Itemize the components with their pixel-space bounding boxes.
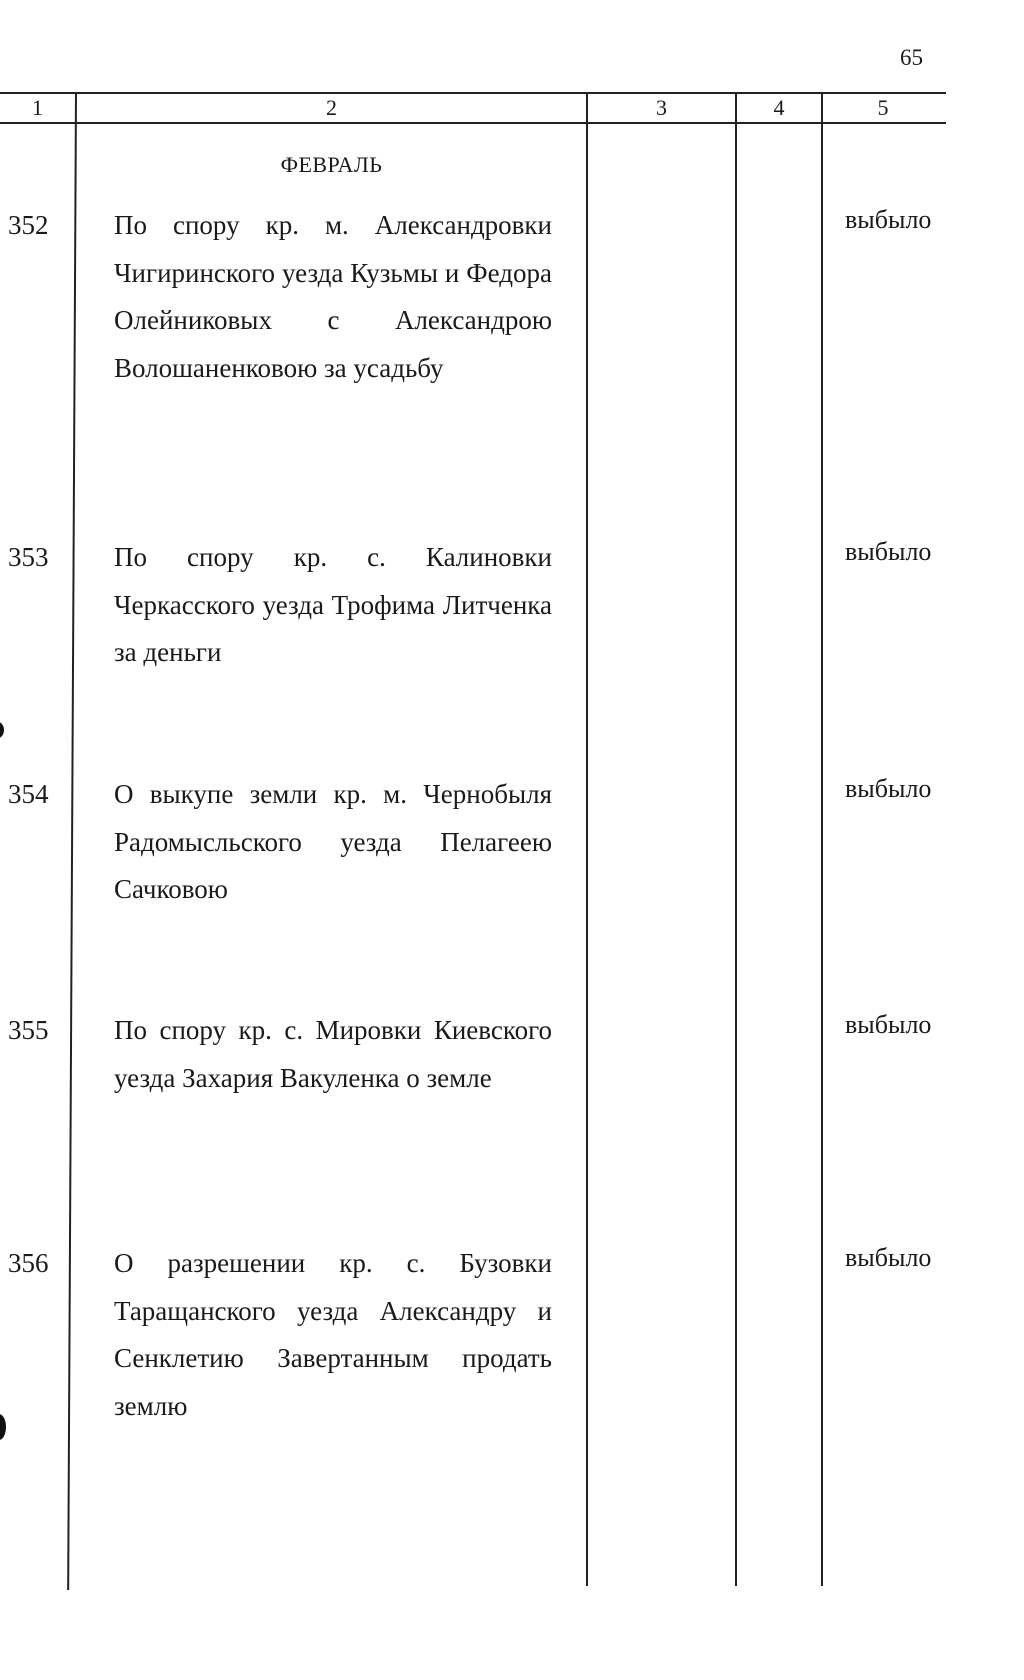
table-top-rule bbox=[0, 92, 946, 94]
entry-text: По спору кр. м. Александровки Чигиринского уезда Кузьмы и Федора Олейниковых с Александрою Волошаненковою за усадьбу bbox=[114, 210, 552, 383]
column-header-2: 2 bbox=[326, 95, 337, 120]
entry-text: По спору кр. с. Калиновки Черкасского уезда Трофима Литченка за деньги bbox=[114, 542, 552, 667]
column-rule-4 bbox=[821, 93, 823, 1586]
entry-text: О разрешении кр. с. Бузовки Таращанского уезда Александру и Сенклетию Завертанным продать землю bbox=[114, 1248, 552, 1421]
table-header-rule bbox=[0, 122, 946, 124]
entry-text: По спору кр. с. Мировки Киевского уезда Захария Вакуленка о земле bbox=[114, 1015, 552, 1093]
entry-status: выбыло bbox=[845, 537, 932, 566]
entry-status: выбыло bbox=[845, 205, 932, 234]
entry-number: 354 bbox=[8, 779, 49, 809]
entry-number: 353 bbox=[8, 542, 49, 572]
entry-status: выбыло bbox=[845, 1010, 932, 1039]
entry-text: О выкупе земли кр. м. Чернобыля Радомысльского уезда Пелагеею Сачковою bbox=[114, 779, 552, 904]
entry-number: 352 bbox=[8, 210, 49, 240]
page-number: 65 bbox=[900, 45, 923, 70]
section-title: ФЕВРАЛЬ bbox=[280, 152, 383, 177]
entry-number: 355 bbox=[8, 1015, 49, 1045]
ink-blot bbox=[0, 722, 4, 738]
column-header-3: 3 bbox=[656, 95, 667, 120]
entry-number: 356 bbox=[8, 1248, 49, 1278]
column-header-4: 4 bbox=[773, 95, 785, 120]
ink-blot bbox=[0, 1414, 6, 1440]
column-header-5: 5 bbox=[877, 95, 889, 120]
entry-status: выбыло bbox=[845, 774, 932, 803]
column-rule-1 bbox=[67, 93, 77, 1590]
column-rule-2 bbox=[586, 93, 588, 1586]
column-rule-3 bbox=[735, 93, 737, 1586]
column-header-1: 1 bbox=[32, 95, 43, 120]
entry-status: выбыло bbox=[845, 1243, 932, 1272]
